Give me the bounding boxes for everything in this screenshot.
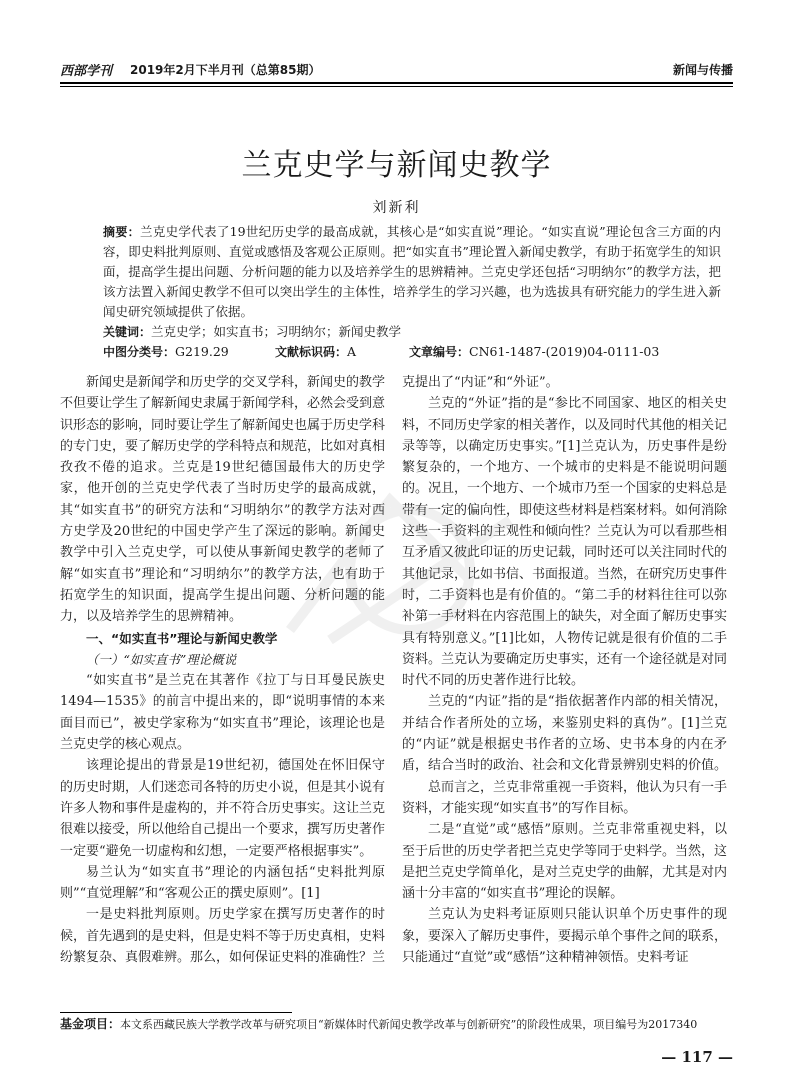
header-rule-thin: [60, 86, 733, 87]
document-code: 文献标识码：A: [275, 344, 357, 359]
abstract: [103, 222, 721, 322]
body-column-left: [60, 372, 385, 968]
keywords: [103, 322, 401, 342]
running-header: [60, 58, 733, 82]
keywords-label: 关键词：: [103, 325, 152, 339]
header-rule-thick: [60, 82, 733, 84]
body-column-right: [402, 372, 727, 968]
keywords-text: 兰克史学；如实直书；习明纳尔；新闻史教学: [151, 324, 402, 339]
subsection-heading: （一）“如实直书”理论概说: [86, 651, 237, 667]
paragraph: 兰克认为史料考证原则只能认识单个历史事件的现象，要深入了解历史事件，要揭示单个事件之间的联系，只能通过“直觉”或“感悟”这种精神领悟。史料考证: [402, 907, 728, 966]
clc-number: 中图分类号：G219.29: [103, 344, 229, 359]
abstract-label: 摘要：: [103, 225, 140, 239]
journal-name: 西部学刊: [60, 64, 113, 79]
paragraph: 该理论提出的背景是19世纪初，德国处在怀旧保守的历史时期，人们迷恋司各特的历史小说，但是其小说有许多人物和事件是虚构的，并不符合历史事实。这让兰克很难以接受，所以他给自己提出一个要求，撰写历史著作一定要“避免一切虚构和幻想，一定要严格根据事实”。: [60, 758, 386, 859]
paragraph: 新闻史是新闻学和历史学的交叉学科，新闻史的教学不但要让学生了解新闻史隶属于新闻学科，必然会受到意识形态的影响，同时要让学生了解新闻史也属于历史学科的专门史，要了解历史学的学科特点和规范，比如对真相孜孜不倦的追求。兰克是19世纪德国最伟大的历史学家，他开创的兰克史学代表了当时历史学的最高成就，其“如实直书”的研究方法和“习明纳尔”的教学方法对西方史学及20世纪的中国史学产生了深远的影响。新闻史教学中引入兰克史学，可以使从事新闻史教学的老师了解“如实直书”理论和“习明纳尔”的教学方法，也有助于拓宽学生的知识面，提高学生提出问题、分析问题的能力，以及培养学生的思辨精神。: [60, 375, 386, 625]
paragraph: 二是“直觉”或“感悟”原则。兰克非常重视史料，以至于后世的历史学者把兰克史学等同于史料学。当然，这是把兰克史学简单化，是对兰克史学的曲解，尤其是对内涵十分丰富的“如实直书”理论的误解。: [402, 822, 728, 902]
footnote-rule: [60, 1012, 292, 1013]
abstract-text: 兰克史学代表了19世纪历史学的最高成就，其核心是“如实直说”理论。“如实直说”理论包含三方面的内容，即史料批判原则、直觉或感悟及客观公正原则。把“如实直书”理论置入新闻史教学，有助于拓宽学生的知识面，提高学生提出问题、分析问题的能力以及培养学生的思辨精神。兰克史学还包括“习明纳尔”的教学方法，把该方法置入新闻史教学不但可以突出学生的主体性，培养学生的学习兴趣，也为选拔具有研究能力的学生进入新闻史研究领域提供了依据。: [103, 224, 721, 319]
article-title: 兰克史学与新闻史教学: [241, 148, 552, 183]
issue-info: 2019年2月下半月刊（总第85期）: [130, 63, 321, 77]
footnote-text: 本文系西藏民族大学教学改革与研究项目“新媒体时代新闻史教学改革与创新研究”的阶段性成果，项目编号为2017340: [120, 1018, 698, 1031]
section-name: 新闻与传播: [672, 63, 733, 77]
footnote: [60, 1016, 733, 1033]
paragraph: “如实直书”是兰克在其著作《拉丁与日耳曼民族史1494—1535》的前言中提出来的，即“说明事情的本来面目而已”，被史学家称为“如实直书”理论，该理论也是兰克史学的核心观点。: [60, 673, 385, 753]
paragraph-continued: 克提出了“内证”和“外证”。: [402, 375, 559, 390]
author-name: 刘新利: [372, 200, 421, 216]
paragraph: 易兰认为“如实直书”理论的内涵包括“史料批判原则”“直觉理解”和“客观公正的撰史原则”。[1]: [60, 864, 385, 902]
footnote-label: 基金项目：: [60, 1017, 121, 1031]
paragraph: 兰克的“内证”指的是“指依据著作内部的相关情况，并结合作者所处的立场，来鉴别史料的真伪”。[1]兰克的“内证”就是根据史书作者的立场、史书本身的内在矛盾，结合当时的政治、社会和文化背景辨别史料的价值。: [402, 694, 728, 774]
section-heading: 一、“如实直书”理论与新闻史教学: [86, 630, 278, 646]
paragraph: 兰克的“外证”指的是“参比不同国家、地区的相关史料，不同历史学家的相关著作，以及同时代其他的相关记录等等，以确定历史事实。”[1]兰克认为，历史事件是纷繁复杂的，一个地方、一个城市的史料是不能说明问题的。况且，一个地方、一个城市乃至一个国家的史料总是带有一定的偏向性，即使这些材料是档案材料。如何消除这些一手资料的主观性和倾向性？兰克认为可以看那些相互矛盾又彼此印证的历史记载，同时还可以关注同时代的其他记录，比如书信、书面报道。当然，在研究历史事件时，二手资料也是有价值的。“第二手的材料往往可以弥补第一手材料在内容范围上的缺失，对全面了解历史事实具有特别意义。”[1]比如，人物传记就是很有价值的二手资料。兰克认为要确定历史事实，还有一个途径就是对同时代不同的历史著作进行比较。: [402, 396, 728, 689]
article-number: 文章编号：CN61-1487-(2019)04-0111-03: [409, 344, 660, 359]
paragraph: 一是史料批判原则。历史学家在撰写历史著作的时候，首先遇到的是史料，但是史料不等于历史真相，史料纷繁复杂、真假难辨。那么，如何保证史料的准确性？兰: [60, 907, 386, 966]
paragraph: 总而言之，兰克非常重视一手资料，他认为只有一手资料，才能实现“如实直书”的写作目标。: [402, 779, 728, 816]
page-number: — 117 —: [661, 1048, 733, 1066]
